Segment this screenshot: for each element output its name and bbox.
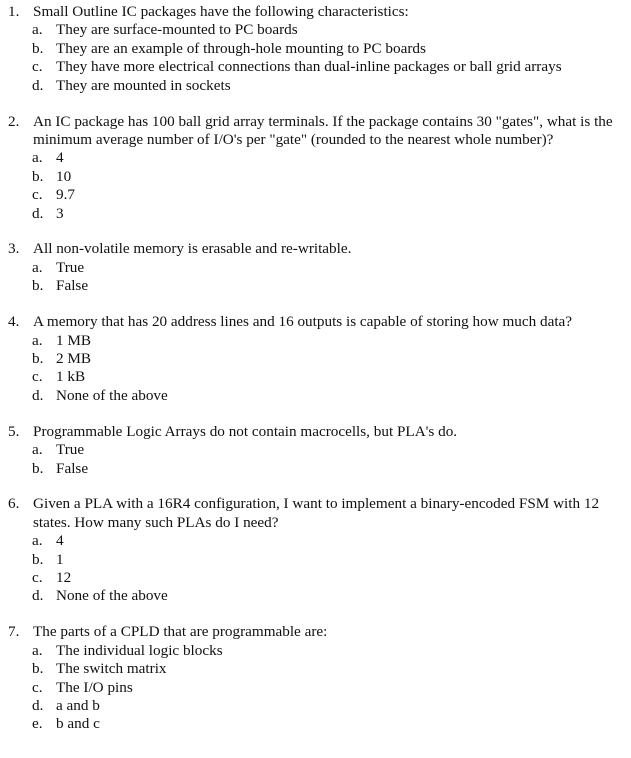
option-text: a and b bbox=[56, 697, 100, 714]
option-text: True bbox=[56, 441, 85, 459]
option-item bbox=[0, 642, 631, 660]
option-letter: b. bbox=[32, 550, 44, 568]
option-text: The switch matrix bbox=[56, 660, 167, 678]
option-letter: c. bbox=[32, 569, 43, 587]
question-number: 1. bbox=[8, 3, 20, 20]
option-letter: b. bbox=[32, 660, 44, 678]
option-list bbox=[0, 332, 631, 406]
option-text: They are surface-mounted to PC boards bbox=[56, 21, 298, 39]
question-4 bbox=[0, 313, 631, 405]
question-stem bbox=[0, 623, 631, 641]
option-item bbox=[0, 40, 631, 58]
option-item bbox=[0, 551, 631, 569]
option-letter: d. bbox=[32, 386, 44, 404]
option-text: 1 MB bbox=[56, 331, 92, 349]
question-stem bbox=[0, 240, 631, 258]
question-number: 6. bbox=[8, 495, 20, 513]
option-text: They have more electrical connections than dual-inline packages or ball grid arrays bbox=[56, 58, 562, 76]
option-item bbox=[0, 205, 631, 223]
option-item bbox=[0, 715, 631, 733]
option-letter: e. bbox=[32, 715, 43, 733]
option-list bbox=[0, 441, 631, 478]
option-item bbox=[0, 387, 631, 405]
option-item bbox=[0, 697, 631, 715]
question-text: All non-volatile memory is erasable and re-writable. bbox=[33, 240, 352, 258]
option-text: 4 bbox=[56, 532, 64, 550]
option-item bbox=[0, 350, 631, 368]
option-item bbox=[0, 587, 631, 605]
option-letter: b. bbox=[32, 167, 44, 185]
option-item bbox=[0, 149, 631, 167]
option-item bbox=[0, 660, 631, 678]
question-stem bbox=[0, 423, 631, 441]
option-item bbox=[0, 532, 631, 550]
question-1 bbox=[0, 3, 631, 95]
option-text: 3 bbox=[56, 204, 64, 222]
option-letter: c. bbox=[32, 58, 43, 76]
option-list bbox=[0, 259, 631, 296]
option-letter: c. bbox=[32, 186, 43, 204]
option-list bbox=[0, 532, 631, 606]
option-list bbox=[0, 642, 631, 734]
question-number: 4. bbox=[8, 313, 20, 331]
option-letter: a. bbox=[32, 441, 43, 459]
option-letter: c. bbox=[32, 368, 43, 386]
question-6 bbox=[0, 495, 631, 605]
option-list bbox=[0, 21, 631, 95]
option-text: The I/O pins bbox=[56, 678, 133, 696]
option-text: They are an example of through-hole mounting to PC boards bbox=[56, 39, 426, 57]
option-letter: a. bbox=[32, 641, 43, 659]
option-letter: b. bbox=[32, 350, 44, 367]
option-item bbox=[0, 679, 631, 697]
option-text: 9.7 bbox=[56, 186, 75, 204]
quiz-document bbox=[0, 3, 631, 751]
option-item bbox=[0, 77, 631, 95]
option-letter: a. bbox=[32, 331, 43, 349]
option-letter: b. bbox=[32, 39, 44, 57]
question-text: The parts of a CPLD that are programmable are: bbox=[33, 623, 328, 641]
option-text: 1 kB bbox=[56, 368, 86, 386]
option-item bbox=[0, 58, 631, 76]
question-number: 3. bbox=[8, 240, 20, 258]
option-letter: d. bbox=[32, 697, 44, 714]
option-text: 10 bbox=[56, 167, 72, 185]
question-stem bbox=[0, 313, 631, 331]
question-text: Small Outline IC packages have the following characteristics: bbox=[33, 3, 409, 20]
question-number: 7. bbox=[8, 623, 20, 641]
option-list bbox=[0, 149, 631, 223]
option-text: 1 bbox=[56, 550, 64, 568]
option-item bbox=[0, 460, 631, 478]
option-letter: a. bbox=[32, 258, 43, 276]
option-item bbox=[0, 186, 631, 204]
option-text: None of the above bbox=[56, 587, 168, 605]
question-number: 5. bbox=[8, 422, 20, 440]
option-item bbox=[0, 569, 631, 587]
option-letter: d. bbox=[32, 204, 44, 222]
option-text: b and c bbox=[56, 715, 100, 733]
option-item bbox=[0, 277, 631, 295]
question-number: 2. bbox=[8, 112, 20, 130]
option-item bbox=[0, 259, 631, 277]
option-letter: b. bbox=[32, 277, 44, 295]
option-text: 12 bbox=[56, 569, 72, 587]
option-letter: b. bbox=[32, 459, 44, 477]
question-5 bbox=[0, 423, 631, 478]
option-item bbox=[0, 21, 631, 39]
option-letter: d. bbox=[32, 76, 44, 94]
option-letter: a. bbox=[32, 532, 43, 550]
question-text: Given a PLA with a 16R4 configuration, I want to implement a binary-encoded FSM with 12 states. How many such PLAs do I need? bbox=[33, 495, 600, 531]
question-3 bbox=[0, 240, 631, 295]
question-text: A memory that has 20 address lines and 16 outputs is capable of storing how much data? bbox=[33, 313, 573, 331]
option-text: The individual logic blocks bbox=[56, 641, 223, 659]
option-item bbox=[0, 168, 631, 186]
question-stem bbox=[0, 495, 631, 532]
option-letter: a. bbox=[32, 149, 43, 167]
question-text: An IC package has 100 ball grid array terminals. If the package contains 30 "gates", what is the minimum average number of I/O's per "gate" (rounded to the nearest whole number)? bbox=[33, 112, 613, 148]
option-text: False bbox=[56, 459, 89, 477]
option-text: 2 MB bbox=[56, 350, 92, 367]
option-letter: c. bbox=[32, 678, 43, 696]
question-stem bbox=[0, 113, 631, 150]
question-7 bbox=[0, 623, 631, 733]
question-text: Programmable Logic Arrays do not contain macrocells, but PLA's do. bbox=[33, 422, 458, 440]
option-text: True bbox=[56, 258, 85, 276]
question-stem bbox=[0, 3, 631, 21]
option-item bbox=[0, 332, 631, 350]
question-2 bbox=[0, 113, 631, 223]
option-item bbox=[0, 441, 631, 459]
option-letter: d. bbox=[32, 587, 44, 605]
option-item bbox=[0, 368, 631, 386]
option-text: None of the above bbox=[56, 386, 168, 404]
option-letter: a. bbox=[32, 21, 43, 39]
option-text: False bbox=[56, 277, 89, 295]
option-text: They are mounted in sockets bbox=[56, 76, 231, 94]
option-text: 4 bbox=[56, 149, 64, 167]
